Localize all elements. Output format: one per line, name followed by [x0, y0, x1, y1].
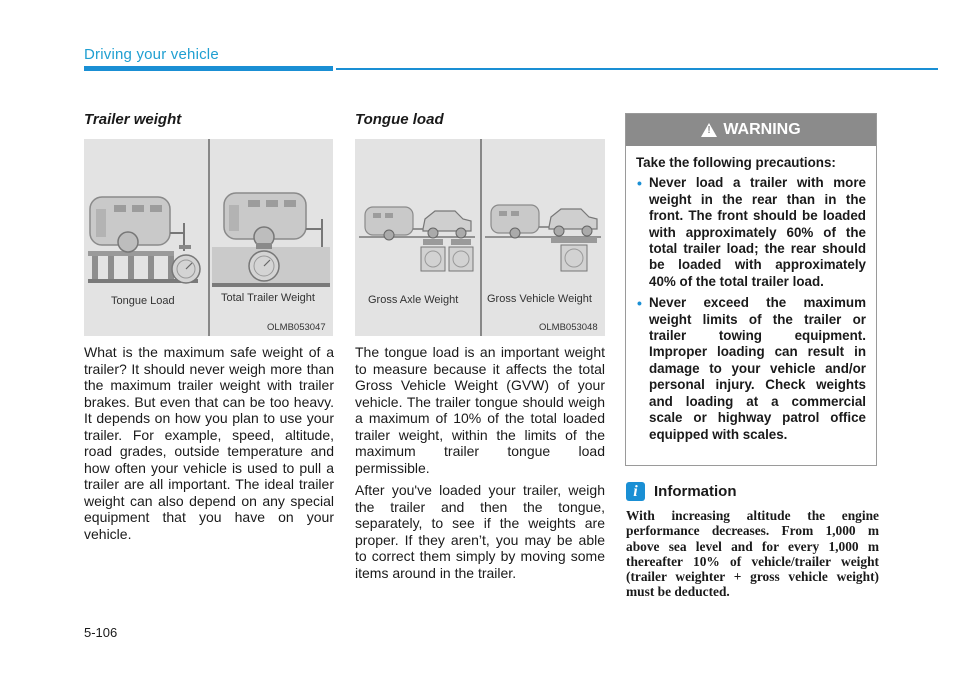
figure-code: OLMB053047	[267, 322, 326, 333]
warning-title: WARNING	[723, 121, 801, 138]
figure-label-gross-vehicle-weight: Gross Vehicle Weight	[487, 293, 592, 305]
figure-label-tongue-load: Tongue Load	[111, 295, 175, 307]
paragraph: After you've loaded your trailer, weigh the trailer and then the tongue, separately, to see if the weights are proper. If they aren’t, you may be able to correct them simply by moving some items around in the trailer.	[355, 482, 605, 581]
warning-item-text: Never exceed the maximum weight limits of the trailer or trailer towing equipment. Improper loading can result in damage to your vehicle and/or personal injury. Check weights and loading at a commercial scale or highway patrol office equipped with scales.	[649, 295, 866, 442]
paragraph: What is the maximum safe weight of a trailer? It should never weigh more than the maximum trailer weight with trailer brakes. But even that can be too heavy. It depends on how you plan to use your trailer. For example, speed, altitude, road grades, outside temperature and how often your vehicle is used to pull a trailer are all important. The ideal trailer weight can also depend on any special equipment that you have on your vehicle.	[84, 344, 334, 542]
warning-header	[626, 114, 876, 146]
tongue-load-illustration	[355, 139, 605, 336]
page-number: 5-106	[84, 625, 118, 640]
trailer-weight-figure	[84, 139, 333, 336]
warning-body	[626, 146, 876, 443]
information-text: With increasing altitude the engine performance decreases. From 1,000 m above sea level and for every 1,000 m thereafter 10% of vehicle/trailer weight (trailer weighter + gross vehicle weight) must be deducted.	[626, 508, 879, 600]
paragraph: The tongue load is an important weight to measure because it affects the total Gross Vehicle Weight (GVW) of your vehicle. The trailer tongue should weigh a maximum of 10% of the total loaded trailer weight, within the limits of the maximum trailer tongue load permissible.	[355, 344, 605, 476]
bullet-icon: •	[637, 295, 642, 312]
warning-box	[625, 113, 877, 466]
figure-label-total-trailer-weight: Total Trailer Weight	[221, 292, 315, 304]
warning-intro: Take the following precautions:	[636, 155, 836, 170]
bullet-icon: •	[637, 175, 642, 192]
info-icon: i	[626, 482, 645, 501]
warning-item	[636, 175, 866, 290]
tongue-load-heading: Tongue load	[355, 111, 444, 128]
information-title: Information	[654, 483, 737, 500]
tongue-load-text	[355, 344, 605, 587]
trailer-weight-text	[84, 344, 334, 548]
header-rule-thick	[84, 66, 333, 71]
tongue-load-figure	[355, 139, 605, 336]
warning-item	[636, 295, 866, 443]
figure-code: OLMB053048	[539, 322, 598, 333]
header-rule-thin	[336, 68, 938, 70]
warning-triangle-icon	[701, 123, 717, 137]
trailer-weight-heading: Trailer weight	[84, 111, 182, 128]
figure-label-gross-axle-weight: Gross Axle Weight	[368, 294, 459, 306]
warning-list	[636, 175, 866, 443]
section-title: Driving your vehicle	[84, 46, 219, 63]
warning-item-text: Never load a trailer with more weight in the rear than in the front. The front should be loaded with approximately 60% of the total trailer load; the rear should be loaded with approximately 40% of the total trailer load.	[649, 175, 866, 289]
